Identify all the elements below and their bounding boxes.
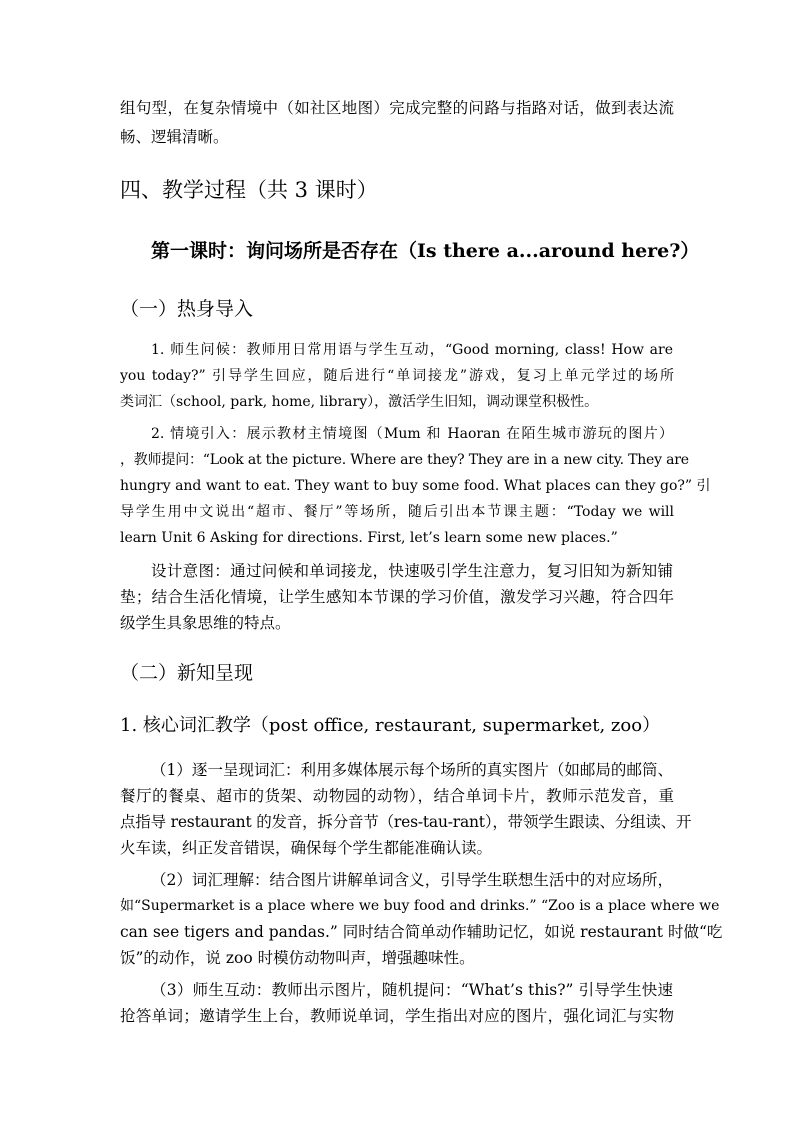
- paragraph-line: 导学生用中文说出“超市、餐厅”等场所，随后引出本节课主题：“Today we will: [120, 504, 674, 520]
- paragraph-line: 组句型，在复杂情境中（如社区地图）完成完整的问路与指路对话，做到表达流: [120, 99, 674, 117]
- paragraph-line: （1）逐一呈现词汇：利用多媒体展示每个场所的真实图片（如邮局的邮筒、: [151, 761, 673, 779]
- paragraph-line: 级学生具象思维的特点。: [120, 614, 291, 632]
- part-heading-new-knowledge: （二）新知呈现: [120, 662, 254, 684]
- part-heading-warmup: （一）热身导入: [120, 298, 254, 320]
- paragraph-line: ，教师提问：“Look at the picture. Where are they? They are in a new city. They are: [120, 452, 689, 468]
- paragraph-line: 餐厅的餐桌、超市的货架、动物园的动物），结合单词卡片，教师示范发音，重: [120, 787, 674, 805]
- paragraph-line: 类词汇（school, park, home, library），激活学生旧知，调动课堂积极性。: [120, 394, 599, 410]
- paragraph-line: （2）词汇理解：结合图片讲解单词含义，引导学生联想生活中的对应场所，: [151, 871, 673, 889]
- paragraph-line: 畅、逻辑清晰。: [120, 128, 229, 146]
- paragraph-line: you today?” 引导学生回应，随后进行“单词接龙”游戏，复习上单元学过的场所: [120, 368, 674, 384]
- paragraph-line: 抢答单词；邀请学生上台，教师说单词，学生指出对应的图片，强化词汇与实物: [120, 1007, 674, 1025]
- paragraph-line: 1. 师生问候：教师用日常用语与学生互动，“Good morning, class! How are: [151, 342, 673, 358]
- vocab-heading: 1. 核心词汇教学（post office, restaurant, supermarket, zoo）: [120, 715, 661, 736]
- paragraph-line: 设计意图：通过问候和单词接龙，快速吸引学生注意力，复习旧知为新知铺: [151, 562, 673, 580]
- paragraph-line: 饭”的动作，说 zoo 时模仿动物叫声，增强趣味性。: [120, 949, 475, 967]
- lesson-heading: 第一课时：询问场所是否存在（Is there a...around here?）: [151, 240, 700, 262]
- paragraph-line: 如“Supermarket is a place where we buy food and drinks.” “Zoo is a place where we: [120, 898, 720, 914]
- paragraph-line: hungry and want to eat. They want to buy some food. What places can they go?” 引: [120, 478, 711, 494]
- paragraph-line: 火车读，纠正发音错误，确保每个学生都能准确认读。: [120, 839, 493, 857]
- section-heading: 四、教学过程（共 3 课时）: [120, 178, 378, 202]
- paragraph-line: 点指导 restaurant 的发音，拆分音节（res-tau-rant），带领学生跟读、分组读、开: [120, 813, 692, 831]
- paragraph-line: can see tigers and pandas.” 同时结合简单动作辅助记忆，如说 restaurant 时做“吃: [120, 923, 723, 941]
- paragraph-line: learn Unit 6 Asking for directions. First, let’s learn some new places.”: [120, 530, 618, 546]
- paragraph-line: （3）师生互动：教师出示图片，随机提问：“What’s this?” 引导学生快速: [151, 981, 673, 999]
- paragraph-line: 2. 情境引入：展示教材主情境图（Mum 和 Haoran 在陌生城市游玩的图片）: [151, 426, 673, 442]
- paragraph-line: 垫；结合生活化情境，让学生感知本节课的学习价值，激发学习兴趣，符合四年: [120, 588, 674, 606]
